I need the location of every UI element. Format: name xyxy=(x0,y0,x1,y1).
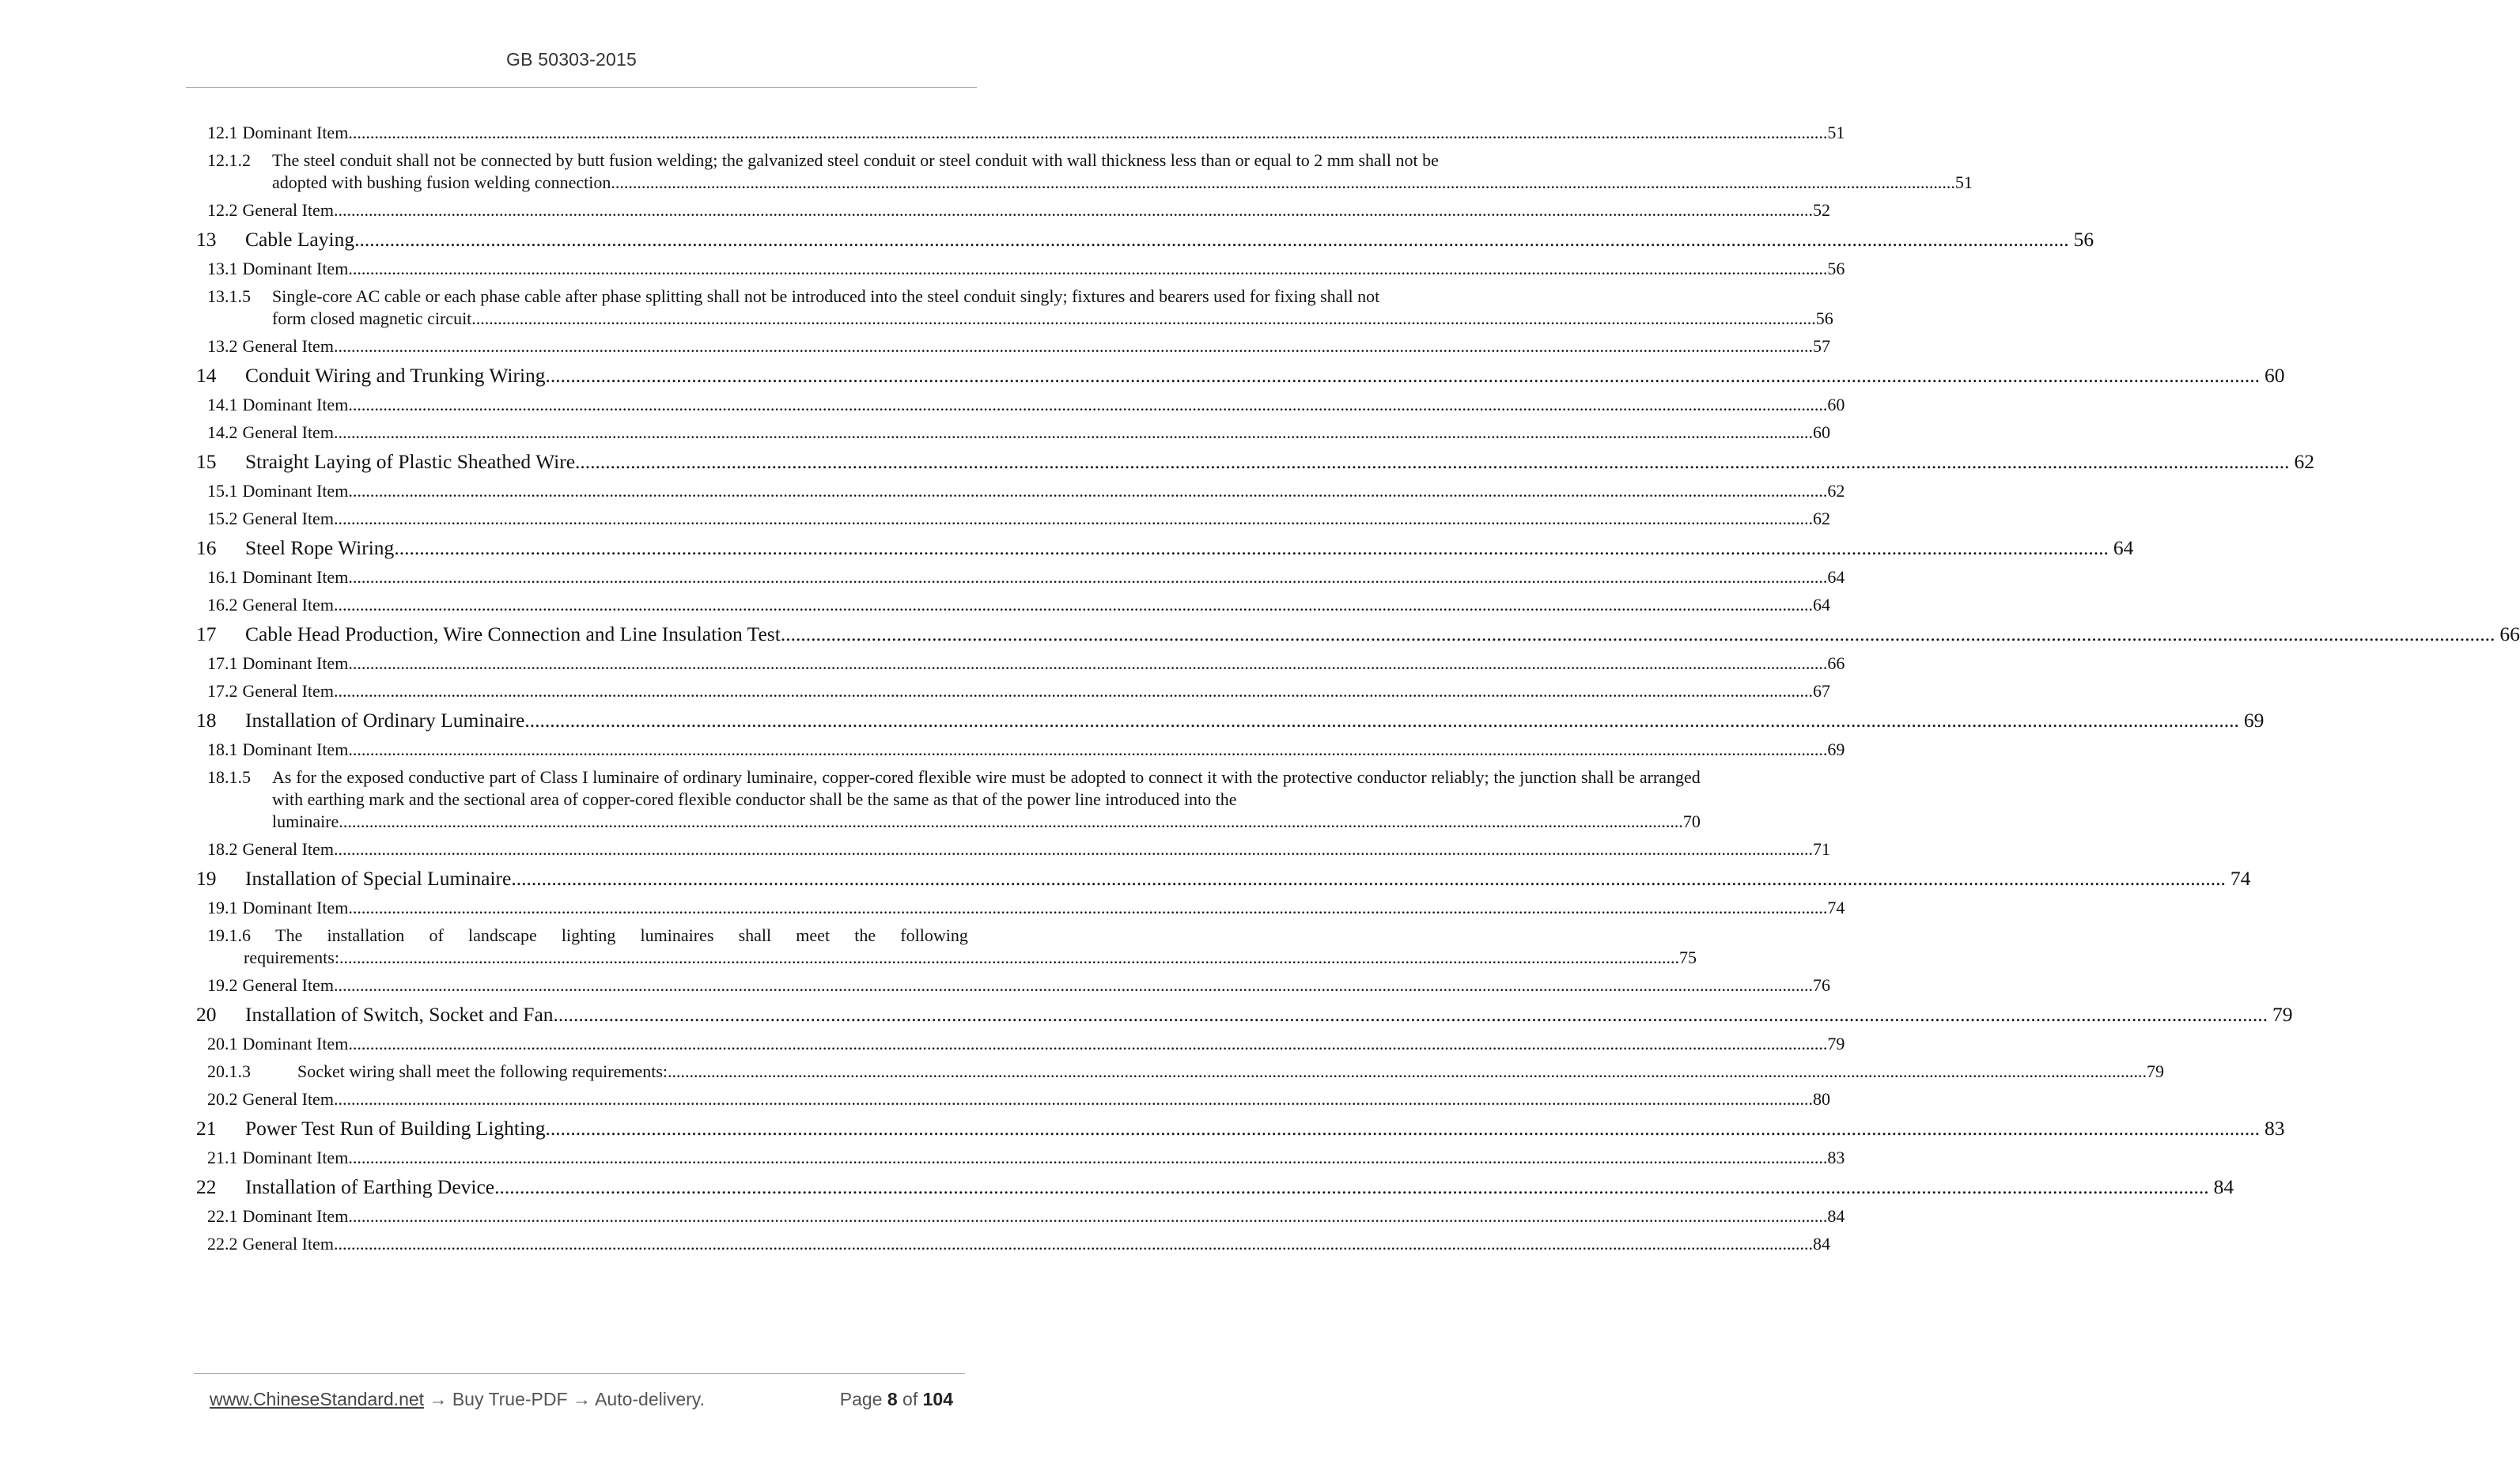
toc-page: 56 xyxy=(2073,228,2094,251)
toc-title: Dominant Item xyxy=(242,123,349,142)
toc-page: 84 xyxy=(1827,1206,1845,1226)
toc-entry-14-2[interactable] xyxy=(196,418,1830,446)
toc-number: 20.1.3 xyxy=(207,1061,251,1081)
toc-entry-13-1[interactable] xyxy=(196,255,1845,282)
toc-page: 84 xyxy=(1812,1234,1830,1254)
toc-page: 60 xyxy=(1827,395,1845,414)
page-total: 104 xyxy=(922,1389,953,1409)
toc-title-end: adopted with bushing fusion welding connection. xyxy=(272,172,615,192)
toc-entry-17-1[interactable] xyxy=(196,649,1845,677)
toc-title: Single-core AC cable or each phase cable after phase splitting shall not be introduced into the steel conduit singly; fixtures and bearers used for fixing shall not xyxy=(272,286,1380,306)
toc-number: 13.1.5 xyxy=(207,286,251,306)
toc-entry-16-1[interactable] xyxy=(196,563,1845,591)
chapter-title: Installation of Switch, Socket and Fan xyxy=(245,1003,554,1026)
leader-dots xyxy=(348,391,1827,418)
table-of-contents xyxy=(196,119,2520,1258)
promo-buy: Buy True-PDF xyxy=(452,1389,568,1409)
toc-page: 79 xyxy=(2272,1003,2293,1026)
toc-page: 51 xyxy=(1827,123,1845,142)
leader-dots xyxy=(554,999,2268,1030)
toc-entry-12-1-2[interactable] xyxy=(196,149,1973,194)
toc-title: General Item xyxy=(242,975,334,995)
chapter-number: 13 xyxy=(196,228,217,251)
toc-number: 18.1 xyxy=(207,740,238,759)
toc-number: 16.1 xyxy=(207,567,238,587)
toc-number: 22.2 xyxy=(207,1234,238,1254)
leader-dots xyxy=(348,119,1827,146)
toc-word: shall xyxy=(738,925,772,945)
toc-title: General Item xyxy=(242,509,334,528)
toc-entry-12-1[interactable] xyxy=(196,119,1845,146)
leader-dots xyxy=(615,172,1955,194)
leader-dots xyxy=(354,224,2069,255)
toc-entry-22-1[interactable] xyxy=(196,1202,1845,1230)
leader-dots xyxy=(348,1144,1827,1171)
toc-entry-16-2[interactable] xyxy=(196,591,1830,618)
toc-page: 60 xyxy=(2265,364,2285,387)
toc-title-end: requirements: xyxy=(244,948,339,967)
page-indicator xyxy=(840,1389,953,1410)
toc-number: 20.1 xyxy=(207,1034,238,1053)
toc-chapter-22[interactable] xyxy=(196,1171,2234,1202)
toc-number: 19.1 xyxy=(207,898,238,917)
leader-dots xyxy=(524,705,2239,736)
toc-title: Dominant Item xyxy=(242,259,349,278)
leader-dots xyxy=(668,1057,2147,1085)
leader-dots xyxy=(348,894,1827,921)
toc-title: Dominant Item xyxy=(242,1148,349,1167)
promo-delivery: Auto-delivery. xyxy=(595,1389,705,1409)
chapter-number: 17 xyxy=(196,622,217,645)
arrow-icon: → xyxy=(572,1389,591,1409)
toc-entry-15-1[interactable] xyxy=(196,477,1845,505)
toc-page: 56 xyxy=(1827,259,1845,278)
toc-number: 22.1 xyxy=(207,1206,238,1226)
toc-chapter-17[interactable] xyxy=(196,618,2520,649)
chapter-title: Cable Laying xyxy=(245,228,355,251)
toc-number: 20.2 xyxy=(207,1089,238,1109)
leader-dots xyxy=(348,255,1827,282)
toc-title: General Item xyxy=(242,595,334,615)
toc-title: Dominant Item xyxy=(242,898,349,917)
leader-dots xyxy=(781,618,2495,649)
leader-dots xyxy=(348,477,1827,505)
leader-dots xyxy=(334,591,1813,618)
leader-dots xyxy=(334,332,1813,360)
toc-title: Dominant Item xyxy=(242,1034,349,1053)
toc-page: 83 xyxy=(1827,1148,1845,1167)
toc-number: 19.1.6 xyxy=(207,925,251,945)
toc-title: General Item xyxy=(242,839,334,859)
toc-title: Dominant Item xyxy=(242,395,349,414)
toc-entry-19-1[interactable] xyxy=(196,894,1845,921)
toc-word: luminaires xyxy=(640,925,714,945)
toc-entry-20-2[interactable] xyxy=(196,1085,1830,1113)
toc-page: 64 xyxy=(1827,567,1845,587)
toc-entry-20-1[interactable] xyxy=(196,1030,1845,1057)
toc-page: 51 xyxy=(1954,172,1973,192)
toc-number: 15.2 xyxy=(207,509,238,528)
leader-dots xyxy=(476,308,1816,330)
toc-page: 80 xyxy=(1812,1089,1830,1109)
document-header xyxy=(0,49,1143,70)
toc-entry-22-2[interactable] xyxy=(196,1230,1830,1258)
header-divider xyxy=(186,87,977,88)
toc-page: 84 xyxy=(2213,1175,2234,1198)
toc-entry-13-2[interactable] xyxy=(196,332,1830,360)
footer-promo xyxy=(210,1389,705,1410)
chapter-title: Installation of Ordinary Luminaire xyxy=(245,709,525,732)
toc-chapter-15[interactable] xyxy=(196,446,2315,477)
leader-dots xyxy=(348,1202,1827,1230)
toc-entry-18-2[interactable] xyxy=(196,835,1830,863)
toc-entry-20-1-3[interactable] xyxy=(196,1057,2165,1085)
chapter-title: Conduit Wiring and Trunking Wiring xyxy=(245,364,546,387)
toc-title: As for the exposed conductive part of Class I luminaire of ordinary luminaire, copper-cored flexible wire must be adopted to connect it with the protective conductor reliably; the junction shall be arranged with earthing mark and the sectional area of copper-cored flexible conductor shall be the same as that of the power line introduced into the xyxy=(272,767,1701,809)
chapter-title: Steel Rope Wiring xyxy=(245,536,395,559)
toc-page: 79 xyxy=(1827,1034,1845,1053)
toc-page: 62 xyxy=(1827,481,1845,501)
toc-entry-14-1[interactable] xyxy=(196,391,1845,418)
toc-word: the xyxy=(854,925,876,945)
toc-page: 56 xyxy=(1815,308,1833,328)
toc-entry-15-2[interactable] xyxy=(196,505,1830,532)
toc-title: General Item xyxy=(242,681,334,701)
toc-page: 79 xyxy=(2147,1061,2165,1081)
chapter-number: 14 xyxy=(196,364,217,387)
chapter-number: 16 xyxy=(196,536,217,559)
toc-title: General Item xyxy=(242,1089,334,1109)
toc-chapter-14[interactable] xyxy=(196,360,2285,391)
leader-dots xyxy=(546,1113,2261,1144)
leader-dots xyxy=(334,196,1813,224)
toc-page: 75 xyxy=(1678,948,1697,967)
toc-page: 69 xyxy=(1827,740,1845,759)
toc-title: The steel conduit shall not be connected by butt fusion welding; the galvanized steel conduit or steel conduit with wall thickness less than or equal to 2 mm shall not be xyxy=(272,150,1439,170)
toc-number: 19.2 xyxy=(207,975,238,995)
leader-dots xyxy=(348,736,1827,763)
toc-entry-21-1[interactable] xyxy=(196,1144,1845,1171)
toc-number: 16.2 xyxy=(207,595,238,615)
chapter-number: 21 xyxy=(196,1117,217,1140)
toc-title-end: form closed magnetic circuit. xyxy=(272,308,476,328)
toc-word: meet xyxy=(796,925,831,945)
chapter-title: Installation of Special Luminaire xyxy=(245,867,512,890)
leader-dots xyxy=(343,811,1683,833)
toc-number: 15.1 xyxy=(207,481,238,501)
standard-code: GB 50303-2015 xyxy=(505,49,637,70)
chapter-number: 18 xyxy=(196,709,217,732)
toc-title: Dominant Item xyxy=(242,1206,349,1226)
toc-title: Dominant Item xyxy=(242,740,349,759)
chapter-title: Cable Head Production, Wire Connection and Line Insulation Test xyxy=(245,622,781,645)
leader-dots xyxy=(334,677,1813,705)
chapter-number: 15 xyxy=(196,450,217,473)
toc-title: General Item xyxy=(242,200,334,220)
toc-page: 57 xyxy=(1812,336,1830,356)
website-link[interactable]: www.ChineseStandard.net xyxy=(210,1389,425,1409)
toc-page: 67 xyxy=(1812,681,1830,701)
toc-title: General Item xyxy=(242,336,334,356)
toc-word: installation xyxy=(327,925,405,945)
chapter-title: Power Test Run of Building Lighting xyxy=(245,1117,546,1140)
page-current: 8 xyxy=(887,1389,898,1409)
toc-number: 21.1 xyxy=(207,1148,238,1167)
toc-entry-18-1-5[interactable] xyxy=(196,766,1701,833)
toc-page: 66 xyxy=(1827,653,1845,673)
chapter-title: Installation of Earthing Device xyxy=(245,1175,495,1198)
toc-number: 17.2 xyxy=(207,681,238,701)
toc-chapter-13[interactable] xyxy=(196,224,2094,255)
toc-title-end: luminaire. xyxy=(272,811,343,831)
toc-title: Socket wiring shall meet the following requirements: xyxy=(297,1061,668,1081)
leader-dots xyxy=(334,418,1813,446)
leader-dots xyxy=(334,971,1813,999)
leader-dots xyxy=(334,1085,1813,1113)
toc-entry-19-2[interactable] xyxy=(196,971,1830,999)
toc-number: 12.1 xyxy=(207,123,238,142)
toc-title: General Item xyxy=(242,422,334,442)
toc-page: 83 xyxy=(2265,1117,2285,1140)
toc-word: landscape xyxy=(467,925,537,945)
leader-dots xyxy=(334,835,1813,863)
page-footer xyxy=(210,1389,953,1410)
toc-entry-17-2[interactable] xyxy=(196,677,1830,705)
toc-page: 66 xyxy=(2499,622,2520,645)
leader-dots xyxy=(348,563,1827,591)
chapter-title: Straight Laying of Plastic Sheathed Wire xyxy=(245,450,576,473)
chapter-number: 20 xyxy=(196,1003,217,1026)
toc-number: 18.2 xyxy=(207,839,238,859)
toc-title: Dominant Item xyxy=(242,653,349,673)
toc-page: 74 xyxy=(1827,898,1845,917)
toc-page: 71 xyxy=(1812,839,1830,859)
leader-dots xyxy=(334,1230,1813,1258)
toc-page: 52 xyxy=(1812,200,1830,220)
leader-dots xyxy=(546,360,2261,391)
leader-dots xyxy=(348,649,1827,677)
toc-chapter-20[interactable] xyxy=(196,999,2293,1030)
toc-page: 76 xyxy=(1812,975,1830,995)
toc-word: lighting xyxy=(561,925,616,945)
leader-dots xyxy=(494,1171,2209,1202)
toc-number: 14.2 xyxy=(207,422,238,442)
toc-title xyxy=(207,925,968,947)
toc-title: Dominant Item xyxy=(242,481,349,501)
leader-dots xyxy=(575,446,2290,477)
toc-entry-18-1[interactable] xyxy=(196,736,1845,763)
toc-chapter-19[interactable] xyxy=(196,863,2251,894)
toc-number: 17.1 xyxy=(207,653,238,673)
footer-divider xyxy=(194,1373,965,1374)
leader-dots xyxy=(511,863,2226,894)
toc-chapter-18[interactable] xyxy=(196,705,2265,736)
toc-page: 62 xyxy=(1812,509,1830,528)
arrow-icon: → xyxy=(429,1389,448,1409)
toc-entry-19-1-6[interactable] xyxy=(196,925,1697,969)
toc-page: 74 xyxy=(2230,867,2251,890)
page-of: of xyxy=(902,1389,918,1409)
toc-word: following xyxy=(900,925,968,945)
leader-dots xyxy=(394,532,2109,563)
toc-number: 18.1.5 xyxy=(207,767,251,787)
toc-title: General Item xyxy=(242,1234,334,1254)
toc-word: of xyxy=(429,925,444,945)
toc-number: 13.2 xyxy=(207,336,238,356)
toc-number: 14.1 xyxy=(207,395,238,414)
toc-entry-13-1-5[interactable] xyxy=(196,286,1833,330)
leader-dots xyxy=(348,1030,1827,1057)
toc-title: Dominant Item xyxy=(242,567,349,587)
toc-page: 69 xyxy=(2243,709,2265,732)
toc-number: 12.1.2 xyxy=(207,150,251,170)
chapter-number: 22 xyxy=(196,1175,217,1198)
toc-page: 64 xyxy=(1812,595,1830,615)
toc-page: 60 xyxy=(1812,422,1830,442)
page-label: Page xyxy=(839,1389,883,1409)
toc-chapter-21[interactable] xyxy=(196,1113,2285,1144)
toc-word: The xyxy=(275,925,303,945)
toc-number: 12.2 xyxy=(207,200,238,220)
leader-dots xyxy=(339,947,1679,969)
chapter-number: 19 xyxy=(196,867,217,890)
toc-chapter-16[interactable] xyxy=(196,532,2134,563)
toc-number: 13.1 xyxy=(207,259,238,278)
toc-entry-12-2[interactable] xyxy=(196,196,1830,224)
toc-page: 70 xyxy=(1682,811,1701,831)
toc-page: 62 xyxy=(2294,450,2315,473)
toc-page: 64 xyxy=(2113,536,2134,559)
leader-dots xyxy=(334,505,1813,532)
